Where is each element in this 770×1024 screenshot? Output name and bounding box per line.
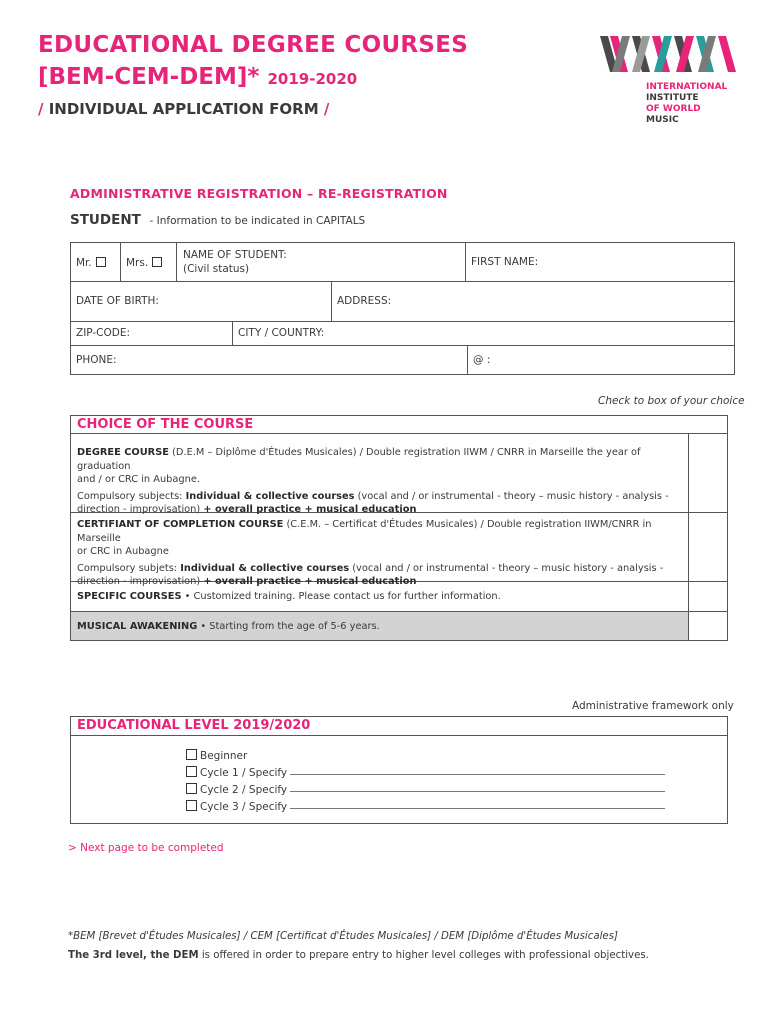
degree-subj-intro: Compulsory subjects:: [77, 490, 186, 502]
subtitle-text: INDIVIDUAL APPLICATION FORM: [48, 100, 319, 118]
admin-heading: ADMINISTRATIVE REGISTRATION – RE-REGISTRATION: [70, 186, 448, 201]
awakening-course-checkbox[interactable]: [689, 612, 728, 641]
mr-option[interactable]: [76, 257, 106, 269]
specific-title: SPECIFIC COURSES: [77, 591, 182, 602]
certificate-course-row: [77, 518, 687, 589]
email-field[interactable]: @ :: [473, 354, 491, 366]
certificate-subj-intro: Compulsory subjets:: [77, 562, 181, 574]
awakening-course-row: [77, 620, 687, 634]
cycle3-checkbox[interactable]: [186, 800, 197, 811]
col-divider: [331, 281, 332, 322]
student-info-table: [70, 242, 735, 375]
degree-subj-bold: Individual & collective courses: [185, 490, 355, 502]
title-year: 2019-2020: [267, 70, 358, 88]
dob-field[interactable]: DATE OF BIRTH:: [76, 295, 159, 307]
row-divider: [70, 735, 728, 736]
beginner-checkbox[interactable]: [186, 749, 197, 760]
logo-line2: INSTITUTE: [646, 93, 699, 103]
dem-note-bold: The 3rd level, the DEM: [68, 950, 199, 961]
certificate-desc: (C.E.M. – Certificat d'Études Musicales) / Double registration IIWM/CNRR in Marseille: [77, 519, 652, 544]
phone-field[interactable]: PHONE:: [76, 354, 117, 366]
cycle1-specify-line[interactable]: [290, 774, 665, 775]
col-divider: [176, 242, 177, 282]
city-country-field[interactable]: CITY / COUNTRY:: [238, 327, 325, 339]
mrs-label: Mrs.: [126, 257, 149, 269]
abbreviations-note: *BEM [Brevet d'Études Musicales] / CEM [Certificat d'Études Musicales] / DEM [Diplôme d'Études Musicales]: [68, 931, 618, 942]
framework-note: Administrative framework only: [572, 700, 734, 712]
row-divider: [70, 281, 735, 282]
degree-subj-rest: (vocal and / or instrumental - theory – music history - analysis -: [354, 490, 669, 502]
col-divider: [120, 242, 121, 282]
logo-line1: INTERNATIONAL: [646, 82, 728, 92]
certificate-course-checkbox[interactable]: [689, 513, 728, 581]
zip-field[interactable]: ZIP-CODE:: [76, 327, 131, 339]
row-divider: [70, 321, 735, 322]
address-field[interactable]: ADDRESS:: [337, 295, 392, 307]
student-note: - Information to be indicated in CAPITALS: [149, 215, 366, 227]
row-divider: [70, 433, 728, 434]
page-subtitle: [38, 100, 329, 118]
level-cycle-3[interactable]: [186, 800, 287, 813]
dem-note-rest: is offered in order to prepare entry to higher level colleges with professional objectives.: [198, 950, 649, 961]
cycle1-label: Cycle 1 / Specify: [200, 767, 288, 779]
certificate-subj-bold2: + overall practice + musical education: [203, 576, 417, 587]
cycle1-checkbox[interactable]: [186, 766, 197, 777]
cycle2-specify-line[interactable]: [290, 791, 665, 792]
degree-title: DEGREE COURSE: [77, 447, 169, 458]
page-title-line1: EDUCATIONAL DEGREE COURSES: [38, 32, 469, 58]
certificate-title: CERTIFIANT OF COMPLETION COURSE: [77, 519, 284, 530]
subtitle-slash-left: /: [38, 100, 44, 118]
education-level-heading: EDUCATIONAL LEVEL 2019/2020: [77, 718, 311, 733]
degree-desc: (D.E.M – Diplôme d'Études Musicales) / Double registration IIWM / CNRR in Marseille the year of graduation: [77, 447, 641, 472]
degree-subj-bold2: + overall practice + musical education: [203, 504, 417, 515]
cycle3-specify-line[interactable]: [290, 808, 665, 809]
course-heading: CHOICE OF THE COURSE: [77, 417, 254, 432]
cycle2-checkbox[interactable]: [186, 783, 197, 794]
student-label: STUDENT: [70, 212, 141, 228]
degree-course-checkbox[interactable]: [689, 434, 728, 512]
degree-desc-2: and / or CRC in Aubagne.: [77, 474, 200, 485]
certificate-subj-bold: Individual & collective courses: [180, 562, 350, 574]
next-page-note: > Next page to be completed: [68, 842, 224, 854]
awakening-desc: • Starting from the age of 5-6 years.: [197, 621, 380, 632]
mrs-option[interactable]: [126, 257, 162, 269]
subtitle-slash-right: /: [323, 100, 330, 118]
cycle2-label: Cycle 2 / Specify: [200, 784, 288, 796]
col-divider: [467, 345, 468, 375]
specific-course-checkbox[interactable]: [689, 582, 728, 611]
level-cycle-2[interactable]: [186, 783, 287, 796]
degree-subj-line2: direction - improvisation): [77, 504, 204, 515]
specific-desc: • Customized training. Please contact us for further information.: [181, 591, 501, 602]
level-beginner[interactable]: [186, 749, 247, 762]
row-divider: [70, 345, 735, 346]
col-divider: [232, 321, 233, 346]
level-cycle-1[interactable]: [186, 766, 287, 779]
first-name-field[interactable]: FIRST NAME:: [471, 256, 539, 268]
title-codes: [BEM-CEM-DEM]*: [38, 64, 260, 90]
mrs-checkbox[interactable]: [152, 257, 162, 267]
col-divider: [465, 242, 466, 282]
check-box-note: Check to box of your choice: [598, 395, 745, 407]
degree-course-row: [77, 446, 687, 517]
mr-checkbox[interactable]: [96, 257, 106, 267]
page-title-line2: [38, 64, 357, 90]
certificate-desc-2: or CRC in Aubagne: [77, 546, 169, 557]
certificate-subj-rest: (vocal and / or instrumental - theory – music history - analysis -: [349, 562, 664, 574]
cycle3-label: Cycle 3 / Specify: [200, 801, 288, 813]
specific-course-row: [77, 590, 687, 604]
beginner-label: Beginner: [200, 750, 248, 762]
civil-status-label: (Civil status): [183, 263, 250, 275]
awakening-title: MUSICAL AWAKENING: [77, 621, 198, 632]
logo-line3: OF WORLD: [646, 104, 701, 114]
student-heading: [70, 212, 365, 228]
logo-line4: MUSIC: [646, 115, 679, 125]
logo-wordmark: [646, 82, 727, 126]
name-field[interactable]: [183, 248, 287, 276]
dem-note: [68, 950, 649, 961]
certificate-subj-line2: direction - improvisation): [77, 576, 204, 587]
name-label: NAME OF STUDENT:: [183, 249, 287, 261]
mr-label: Mr.: [76, 257, 92, 269]
